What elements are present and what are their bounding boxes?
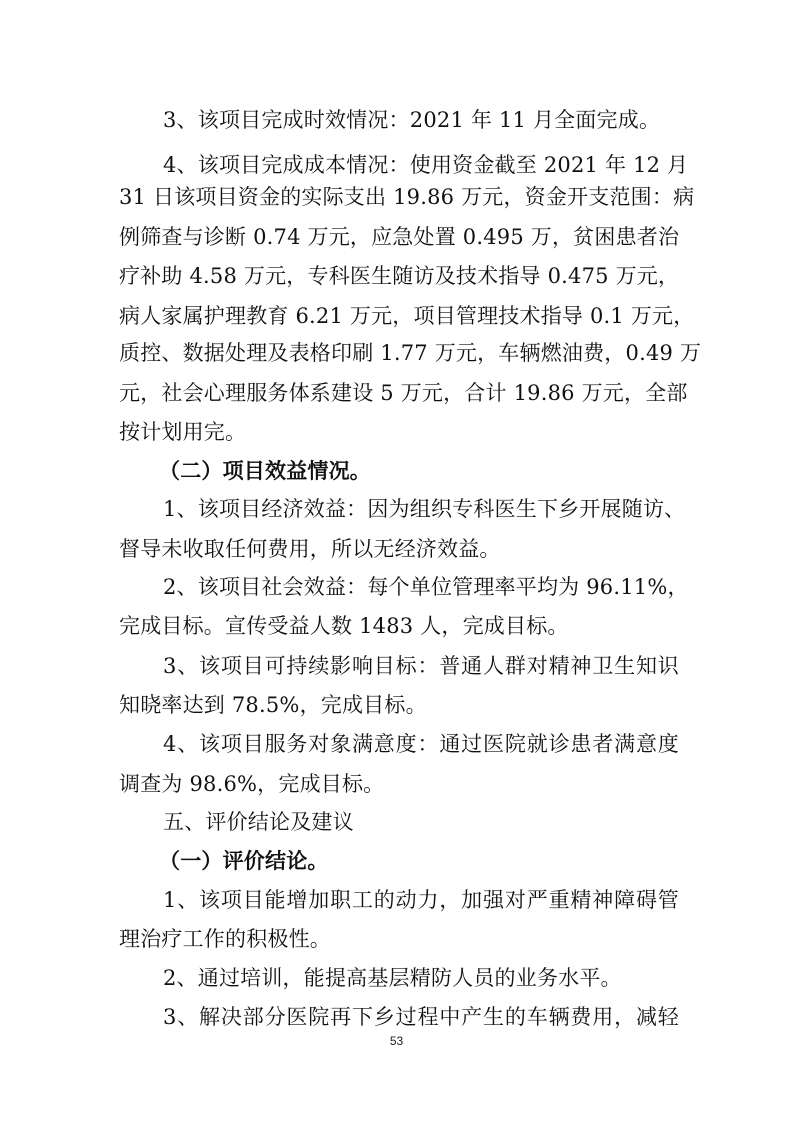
paragraph-line: 元，社会心理服务体系建设 5 万元，合计 19.86 万元，全部 [119, 381, 688, 405]
paragraph-line: 调查为 98.6%，完成目标。 [119, 772, 385, 796]
paragraph-line: 4、该项目服务对象满意度：通过医院就诊患者满意度 [163, 732, 679, 756]
section-heading: （一）评价结论。 [159, 849, 329, 873]
paragraph-line: 按计划用完。 [119, 420, 247, 444]
paragraph-line: 3、该项目完成时效情况：2021 年 11 月全面完成。 [163, 108, 661, 132]
paragraph-line: 31 日该项目资金的实际支出 19.86 万元，资金开支范围：病 [119, 185, 695, 209]
chapter-heading: 五、评价结论及建议 [163, 810, 354, 834]
paragraph-line: 病人家属护理教育 6.21 万元，项目管理技术指导 0.1 万元， [119, 304, 695, 328]
paragraph-line: 1、该项目能增加职工的动力，加强对严重精神障碍管 [163, 888, 679, 912]
paragraph-line: 完成目标。宣传受益人数 1483 人，完成目标。 [119, 614, 569, 638]
paragraph-line: 4、该项目完成成本情况：使用资金截至 2021 年 12 月 [163, 153, 689, 177]
page-number: 53 [389, 1034, 404, 1048]
paragraph-line: 3、解决部分医院再下乡过程中产生的车辆费用，减轻 [163, 1005, 679, 1029]
paragraph-line: 3、该项目可持续影响目标：普通人群对精神卫生知识 [163, 654, 679, 678]
paragraph-line: 例筛查与诊断 0.74 万元，应急处置 0.495 万，贫困患者治 [119, 225, 680, 249]
paragraph-line: 2、通过培训，能提高基层精防人员的业务水平。 [163, 966, 622, 990]
paragraph-line: 理治疗工作的积极性。 [119, 927, 331, 951]
paragraph-line: 疗补助 4.58 万元，专科医生随访及技术指导 0.475 万元， [119, 264, 680, 288]
paragraph-line: 知晓率达到 78.5%，完成目标。 [119, 693, 427, 717]
paragraph-line: 2、该项目社会效益：每个单位管理率平均为 96.11%， [163, 575, 689, 599]
section-heading: （二）项目效益情况。 [159, 459, 371, 483]
paragraph-line: 督导未收取任何费用，所以无经济效益。 [119, 537, 501, 561]
paragraph-line: 质控、数据处理及表格印刷 1.77 万元，车辆燃油费，0.49 万 [119, 341, 702, 365]
paragraph-line: 1、该项目经济效益：因为组织专科医生下乡开展随访、 [163, 497, 686, 521]
